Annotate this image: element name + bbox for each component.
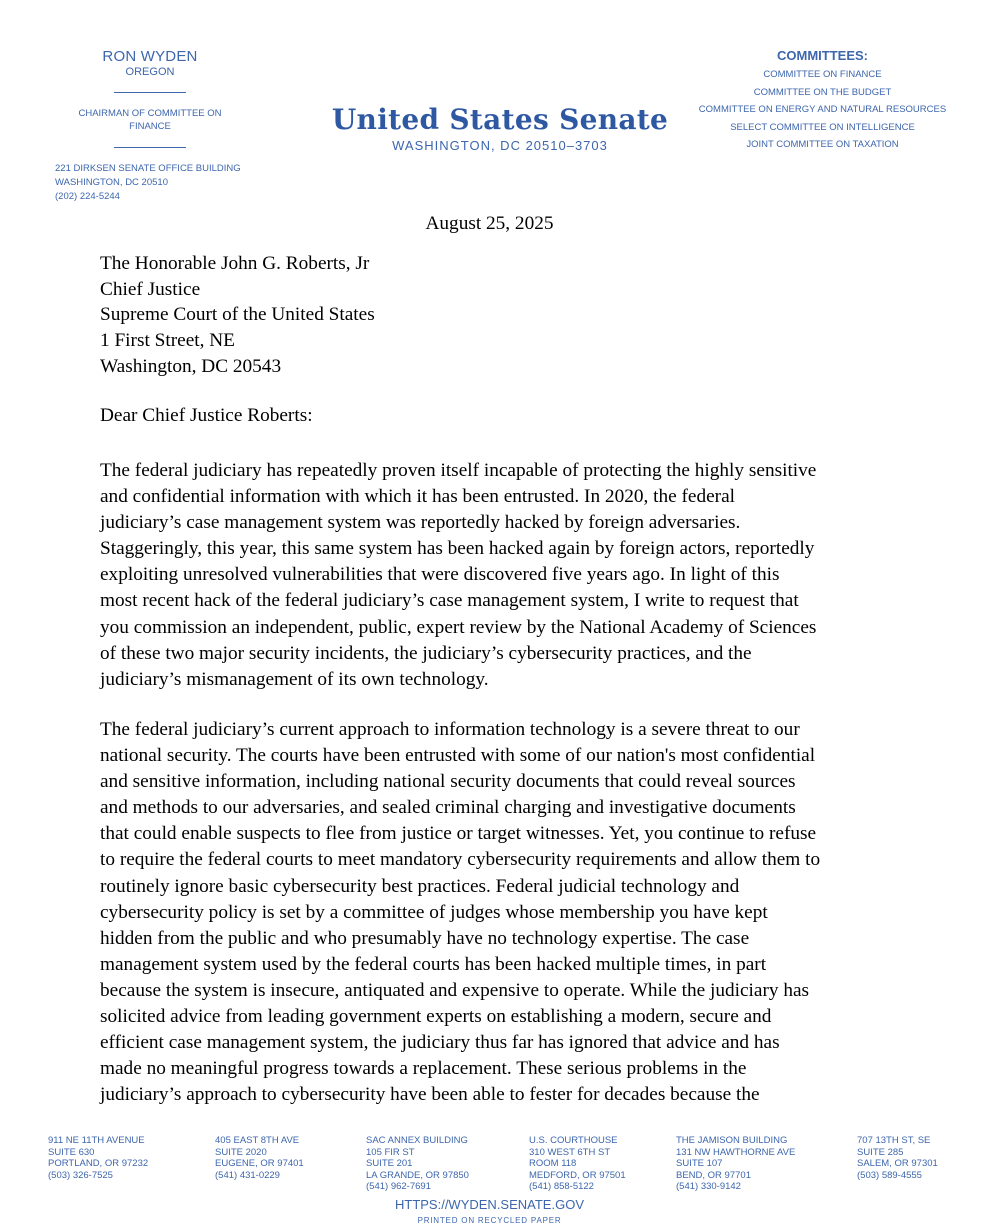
institution-name: United States Senate	[331, 103, 669, 136]
address-line: 707 13TH ST, SE	[857, 1135, 931, 1146]
paragraph-line: Staggeringly, this year, this same system has been hacked again by foreign actors, reportedly	[100, 538, 815, 560]
recipient-address	[100, 251, 375, 380]
divider	[114, 147, 186, 148]
address-line: (541) 330-9142	[676, 1181, 741, 1192]
committee-item: COMMITTEE ON THE BUDGET	[753, 86, 892, 98]
address-line: SUITE 107	[676, 1158, 723, 1169]
senator-state: OREGON	[125, 66, 175, 78]
footer-office-address	[676, 1135, 795, 1193]
address-line: 310 WEST 6TH ST	[529, 1146, 611, 1158]
office-address	[55, 162, 241, 204]
paragraph-line: The federal judiciary has repeatedly proven itself incapable of protecting the highly sensitive	[100, 460, 817, 481]
address-line: 105 FIR ST	[366, 1146, 415, 1158]
title-line: FINANCE	[129, 121, 171, 132]
recipient-line: Washington, DC 20543	[100, 355, 282, 377]
address-line: U.S. COURTHOUSE	[529, 1135, 618, 1146]
footer-office-address	[215, 1135, 304, 1181]
address-line: WASHINGTON, DC 20510	[55, 177, 168, 188]
paragraph-line: and methods to our adversaries, and sealed criminal charging and investigative documents	[100, 797, 796, 819]
divider	[114, 92, 186, 93]
recycled-paper-note: PRINTED ON RECYCLED PAPER	[417, 1216, 562, 1225]
address-line: (503) 326-7525	[48, 1169, 113, 1181]
address-line: SAC ANNEX BUILDING	[366, 1135, 468, 1146]
address-line: (202) 224-5244	[55, 191, 120, 202]
address-line: (541) 962-7691	[366, 1181, 431, 1192]
address-line: SUITE 285	[857, 1146, 904, 1158]
committees-heading: COMMITTEES:	[777, 48, 868, 63]
paragraph-line: to require the federal courts to meet mandatory cybersecurity requirements and allow them to	[100, 849, 821, 871]
website-link[interactable]: HTTPS://WYDEN.SENATE.GOV	[394, 1197, 584, 1212]
address-line: MEDFORD, OR 97501	[529, 1169, 626, 1181]
address-line: SALEM, OR 97301	[857, 1158, 938, 1169]
address-line: SUITE 2020	[215, 1146, 267, 1158]
paragraph-line: cybersecurity policy is set by a committee of judges whose membership you have kept	[100, 901, 768, 923]
institution-address: WASHINGTON, DC 20510–3703	[392, 138, 608, 153]
body-paragraph	[100, 717, 820, 1108]
paragraph-line: you commission an independent, public, expert review by the National Academy of Sciences	[100, 616, 817, 638]
paragraph-line: and confidential information with which it has been entrusted. In 2020, the federal	[100, 486, 736, 508]
footer-office-address	[366, 1135, 469, 1193]
recipient-line: Chief Justice	[100, 278, 201, 300]
paragraph-line: because the system is insecure, antiquated and expensive to operate. While the judiciary has	[100, 979, 810, 1001]
senator-name: RON WYDEN	[102, 48, 198, 65]
footer-office-address	[857, 1135, 938, 1181]
salutation: Dear Chief Justice Roberts:	[100, 405, 313, 426]
committees-block	[690, 48, 955, 154]
address-line: EUGENE, OR 97401	[215, 1158, 304, 1169]
paragraph-line: The federal judiciary’s current approach to information technology is a severe threat to our	[100, 719, 800, 740]
paragraph-line: most recent hack of the federal judiciary’s case management system, I write to request that	[100, 590, 799, 612]
paragraph-line: of these two major security incidents, the judiciary’s cybersecurity practices, and the	[100, 642, 752, 664]
recipient-line: The Honorable John G. Roberts, Jr	[100, 253, 370, 274]
address-line: ROOM 118	[529, 1158, 577, 1169]
address-line: 221 DIRKSEN SENATE OFFICE BUILDING	[55, 163, 241, 174]
address-line: LA GRANDE, OR 97850	[366, 1169, 469, 1181]
address-line: SUITE 630	[48, 1146, 95, 1158]
paragraph-line: made no meaningful progress towards a replacement. These serious problems in the	[100, 1058, 747, 1080]
address-line: 405 EAST 8TH AVE	[215, 1135, 300, 1146]
committee-item: SELECT COMMITTEE ON INTELLIGENCE	[730, 121, 915, 133]
paragraph-line: judiciary’s case management system was reportedly hacked by foreign adversaries.	[100, 512, 741, 534]
paragraph-line: judiciary’s approach to cybersecurity have been able to fester for decades because the	[100, 1084, 760, 1106]
address-line: (541) 431-0229	[215, 1169, 280, 1181]
address-line: 911 NE 11TH AVENUE	[48, 1135, 145, 1146]
senate-masthead	[330, 103, 670, 153]
paragraph-line: solicited advice from leading government experts on establishing a modern, secure and	[100, 1006, 772, 1028]
address-line: THE JAMISON BUILDING	[676, 1135, 788, 1146]
address-line: (541) 858-5122	[529, 1181, 594, 1192]
address-line: (503) 589-4555	[857, 1169, 922, 1181]
title-line: CHAIRMAN OF COMMITTEE ON	[78, 108, 222, 119]
paragraph-line: and sensitive information, including national security documents that could reveal sources	[100, 771, 796, 793]
paragraph-line: exploiting unresolved vulnerabilities that were discovered five years ago. In light of this	[100, 564, 780, 586]
paragraph-line: hidden from the public and who presumably have no technology expertise. The case	[100, 927, 750, 949]
paragraph-line: efficient case management system, the judiciary thus far has ignored that advice and has	[100, 1032, 780, 1054]
paragraph-line: routinely ignore basic cybersecurity best practices. Federal judicial technology and	[100, 875, 740, 897]
letter-date: August 25, 2025	[425, 213, 554, 234]
footer-office-address	[48, 1135, 148, 1181]
address-line: SUITE 201	[366, 1158, 413, 1169]
address-line: 131 NW HAWTHORNE AVE	[676, 1146, 796, 1158]
paragraph-line: national security. The courts have been entrusted with some of our nation's most confidential	[100, 745, 816, 767]
senator-title	[50, 107, 250, 133]
recipient-line: 1 First Street, NE	[100, 330, 235, 352]
paragraph-line: judiciary’s mismanagement of its own technology.	[100, 668, 489, 690]
footer-office-address	[529, 1135, 626, 1193]
committee-item: JOINT COMMITTEE ON TAXATION	[746, 139, 899, 150]
address-line: PORTLAND, OR 97232	[48, 1158, 149, 1169]
body-paragraph	[100, 458, 816, 693]
recipient-line: Supreme Court of the United States	[100, 304, 375, 326]
committee-item: COMMITTEE ON FINANCE	[763, 69, 882, 80]
paragraph-line: management system used by the federal courts has been hacked multiple times, in part	[100, 953, 767, 975]
paragraph-line: that could enable suspects to flee from justice or target witnesses. Yet, you continue to refuse	[100, 823, 817, 845]
committee-item: COMMITTEE ON ENERGY AND NATURAL RESOURCES	[698, 104, 947, 115]
address-line: BEND, OR 97701	[676, 1169, 751, 1181]
senator-block	[50, 48, 250, 162]
